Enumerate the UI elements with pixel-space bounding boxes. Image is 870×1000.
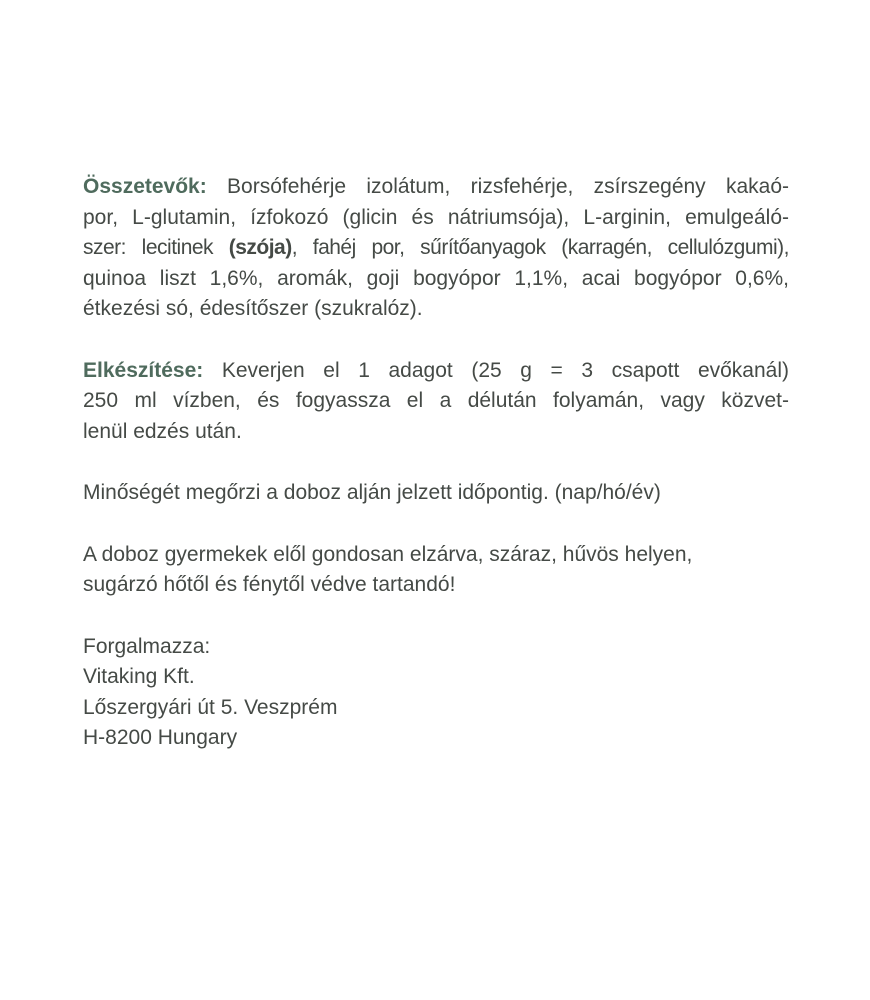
best-before-text: Minőségét megőrzi a doboz alján jelzett időpontig. (nap/hó/év)	[83, 481, 661, 504]
storage-line-2: sugárzó hőtől és fénytől védve tartandó!	[83, 573, 456, 596]
ingredients-line-1	[83, 172, 789, 203]
preparation-line-1	[83, 356, 789, 387]
preparation-line-2: 250 ml vízben, és fogyassza el a délután folyamán, vagy közvet-	[83, 389, 789, 412]
ingredients-line-3	[83, 233, 789, 264]
ingredients-paragraph	[83, 172, 789, 325]
preparation-line-3: lenül edzés után.	[83, 419, 242, 443]
best-before-paragraph	[83, 478, 789, 509]
preparation-heading: Elkészítése:	[83, 358, 204, 382]
product-label-text	[83, 172, 789, 754]
distributor-block	[83, 632, 789, 754]
storage-line-1: A doboz gyermekek elől gondosan elzárva, száraz, hűvös helyen,	[83, 542, 693, 566]
preparation-paragraph	[83, 356, 789, 448]
storage-paragraph	[83, 540, 789, 601]
ingredients-text-3a: szer: lecitinek	[83, 236, 229, 259]
distributor-address: Lőszergyári út 5. Veszprém	[83, 695, 338, 719]
distributor-label: Forgalmazza:	[83, 634, 211, 658]
ingredients-text-3b: , fahéj por, sűrítőanyagok (karragén, cellulózgumi),	[291, 236, 789, 259]
ingredients-line-4: quinoa liszt 1,6%, aromák, goji bogyópor 1,1%, acai bogyópor 0,6%,	[83, 266, 789, 290]
distributor-postal: H-8200 Hungary	[83, 726, 238, 749]
ingredients-heading: Összetevők:	[83, 175, 207, 198]
ingredients-line-2: por, L-glutamin, ízfokozó (glicin és nátriumsója), L-arginin, emulgeáló-	[83, 205, 789, 229]
ingredients-text-1: Borsófehérje izolátum, rizsfehérje, zsírszegény kakaó-	[206, 175, 789, 198]
distributor-company: Vitaking Kft.	[83, 665, 195, 688]
ingredients-line-5: étkezési só, édesítőszer (szukralóz).	[83, 297, 423, 320]
preparation-text-1: Keverjen el 1 adagot (25 g = 3 csapott evőkanál)	[203, 358, 789, 382]
allergen-highlight: (szója)	[228, 236, 292, 259]
